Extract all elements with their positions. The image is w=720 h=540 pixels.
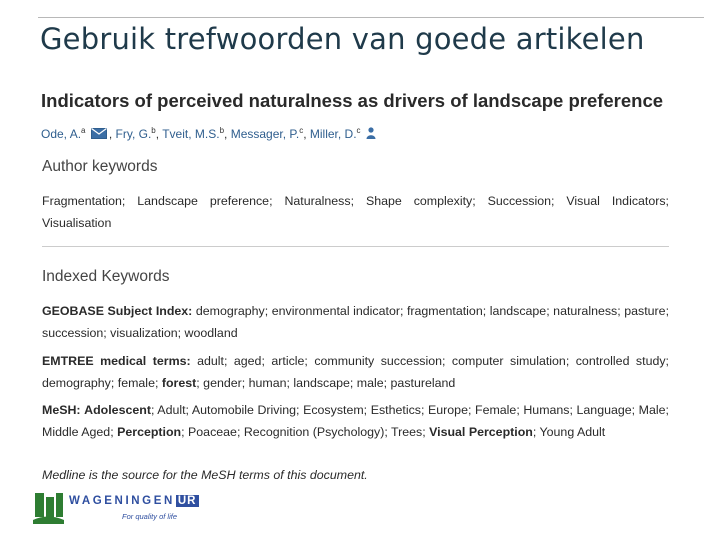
author-separator: , [108, 127, 113, 141]
author-affiliation: a [81, 126, 86, 135]
emtree-major-term: forest [161, 375, 197, 390]
divider [42, 246, 669, 247]
author-link[interactable]: Messager, P. [230, 127, 300, 141]
mail-icon[interactable] [91, 128, 107, 139]
mesh-label: MeSH: [42, 403, 81, 417]
geobase-terms: demography; environmental indicator; fragmentation; landscape; naturalness; pasture; succession; visualization; woodland [42, 304, 670, 340]
author-affiliation: b [151, 126, 156, 135]
author-link[interactable]: Ode, A. [41, 127, 82, 141]
top-rule [38, 17, 704, 18]
logo-suffix: UR [177, 495, 197, 507]
emtree-label: EMTREE medical terms: [42, 354, 191, 368]
author-keywords-heading: Author keywords [42, 158, 158, 175]
emtree-terms: adult; aged; article; community succession; computer simulation; controlled study; demography; female; [42, 354, 669, 390]
wageningen-logo [32, 491, 232, 527]
author-affiliation: b [219, 126, 225, 135]
author-separator: , [155, 127, 160, 141]
mesh-terms: ; Poaceae; Recognition (Psychology); Trees; [181, 424, 426, 439]
mesh-terms: ; Young Adult [532, 424, 606, 439]
author-link[interactable]: Miller, D. [309, 127, 357, 141]
person-icon[interactable] [366, 127, 376, 139]
author-keywords-text: Fragmentation; Landscape preference; Naturalness; Shape complexity; Succession; Visual Indicators; Visualisation [42, 194, 669, 230]
mesh-major-term: Visual Perception [429, 424, 533, 439]
author-link[interactable]: Tveit, M.S. [162, 127, 220, 141]
logo-wordmark [69, 495, 199, 507]
article-title[interactable]: Indicators of perceived naturalness as drivers of landscape preference [41, 90, 664, 111]
mesh-terms: ; Adult; Automobile Driving; Ecosystem; Esthetics; Europe; Female; Humans; Language; Male; Middle Aged; [42, 403, 669, 439]
logo-name: WAGENINGEN [69, 495, 175, 507]
author-separator: , [303, 127, 307, 141]
mesh-major-term: Adolescent [84, 403, 151, 417]
slide-title: Gebruik trefwoorden van goede artikelen [40, 22, 645, 56]
medline-note: Medline is the source for the MeSH terms of this document. [42, 468, 368, 482]
indexed-keywords-heading: Indexed Keywords [42, 268, 170, 285]
geobase-keywords [42, 301, 669, 344]
author-separator: , [224, 127, 228, 141]
wageningen-mark-icon [32, 491, 65, 524]
mesh-keywords [42, 400, 669, 443]
emtree-keywords [42, 351, 669, 394]
author-affiliation: c [299, 126, 304, 135]
logo-tagline: For quality of life [122, 512, 178, 521]
author-affiliation: c [356, 126, 361, 135]
emtree-terms-rest: ; gender; human; landscape; male; pastureland [196, 375, 456, 390]
geobase-label: GEOBASE Subject Index: [42, 304, 193, 318]
author-link[interactable]: Fry, G. [115, 127, 152, 141]
mesh-major-term: Perception [117, 424, 182, 439]
author-list [41, 126, 376, 141]
